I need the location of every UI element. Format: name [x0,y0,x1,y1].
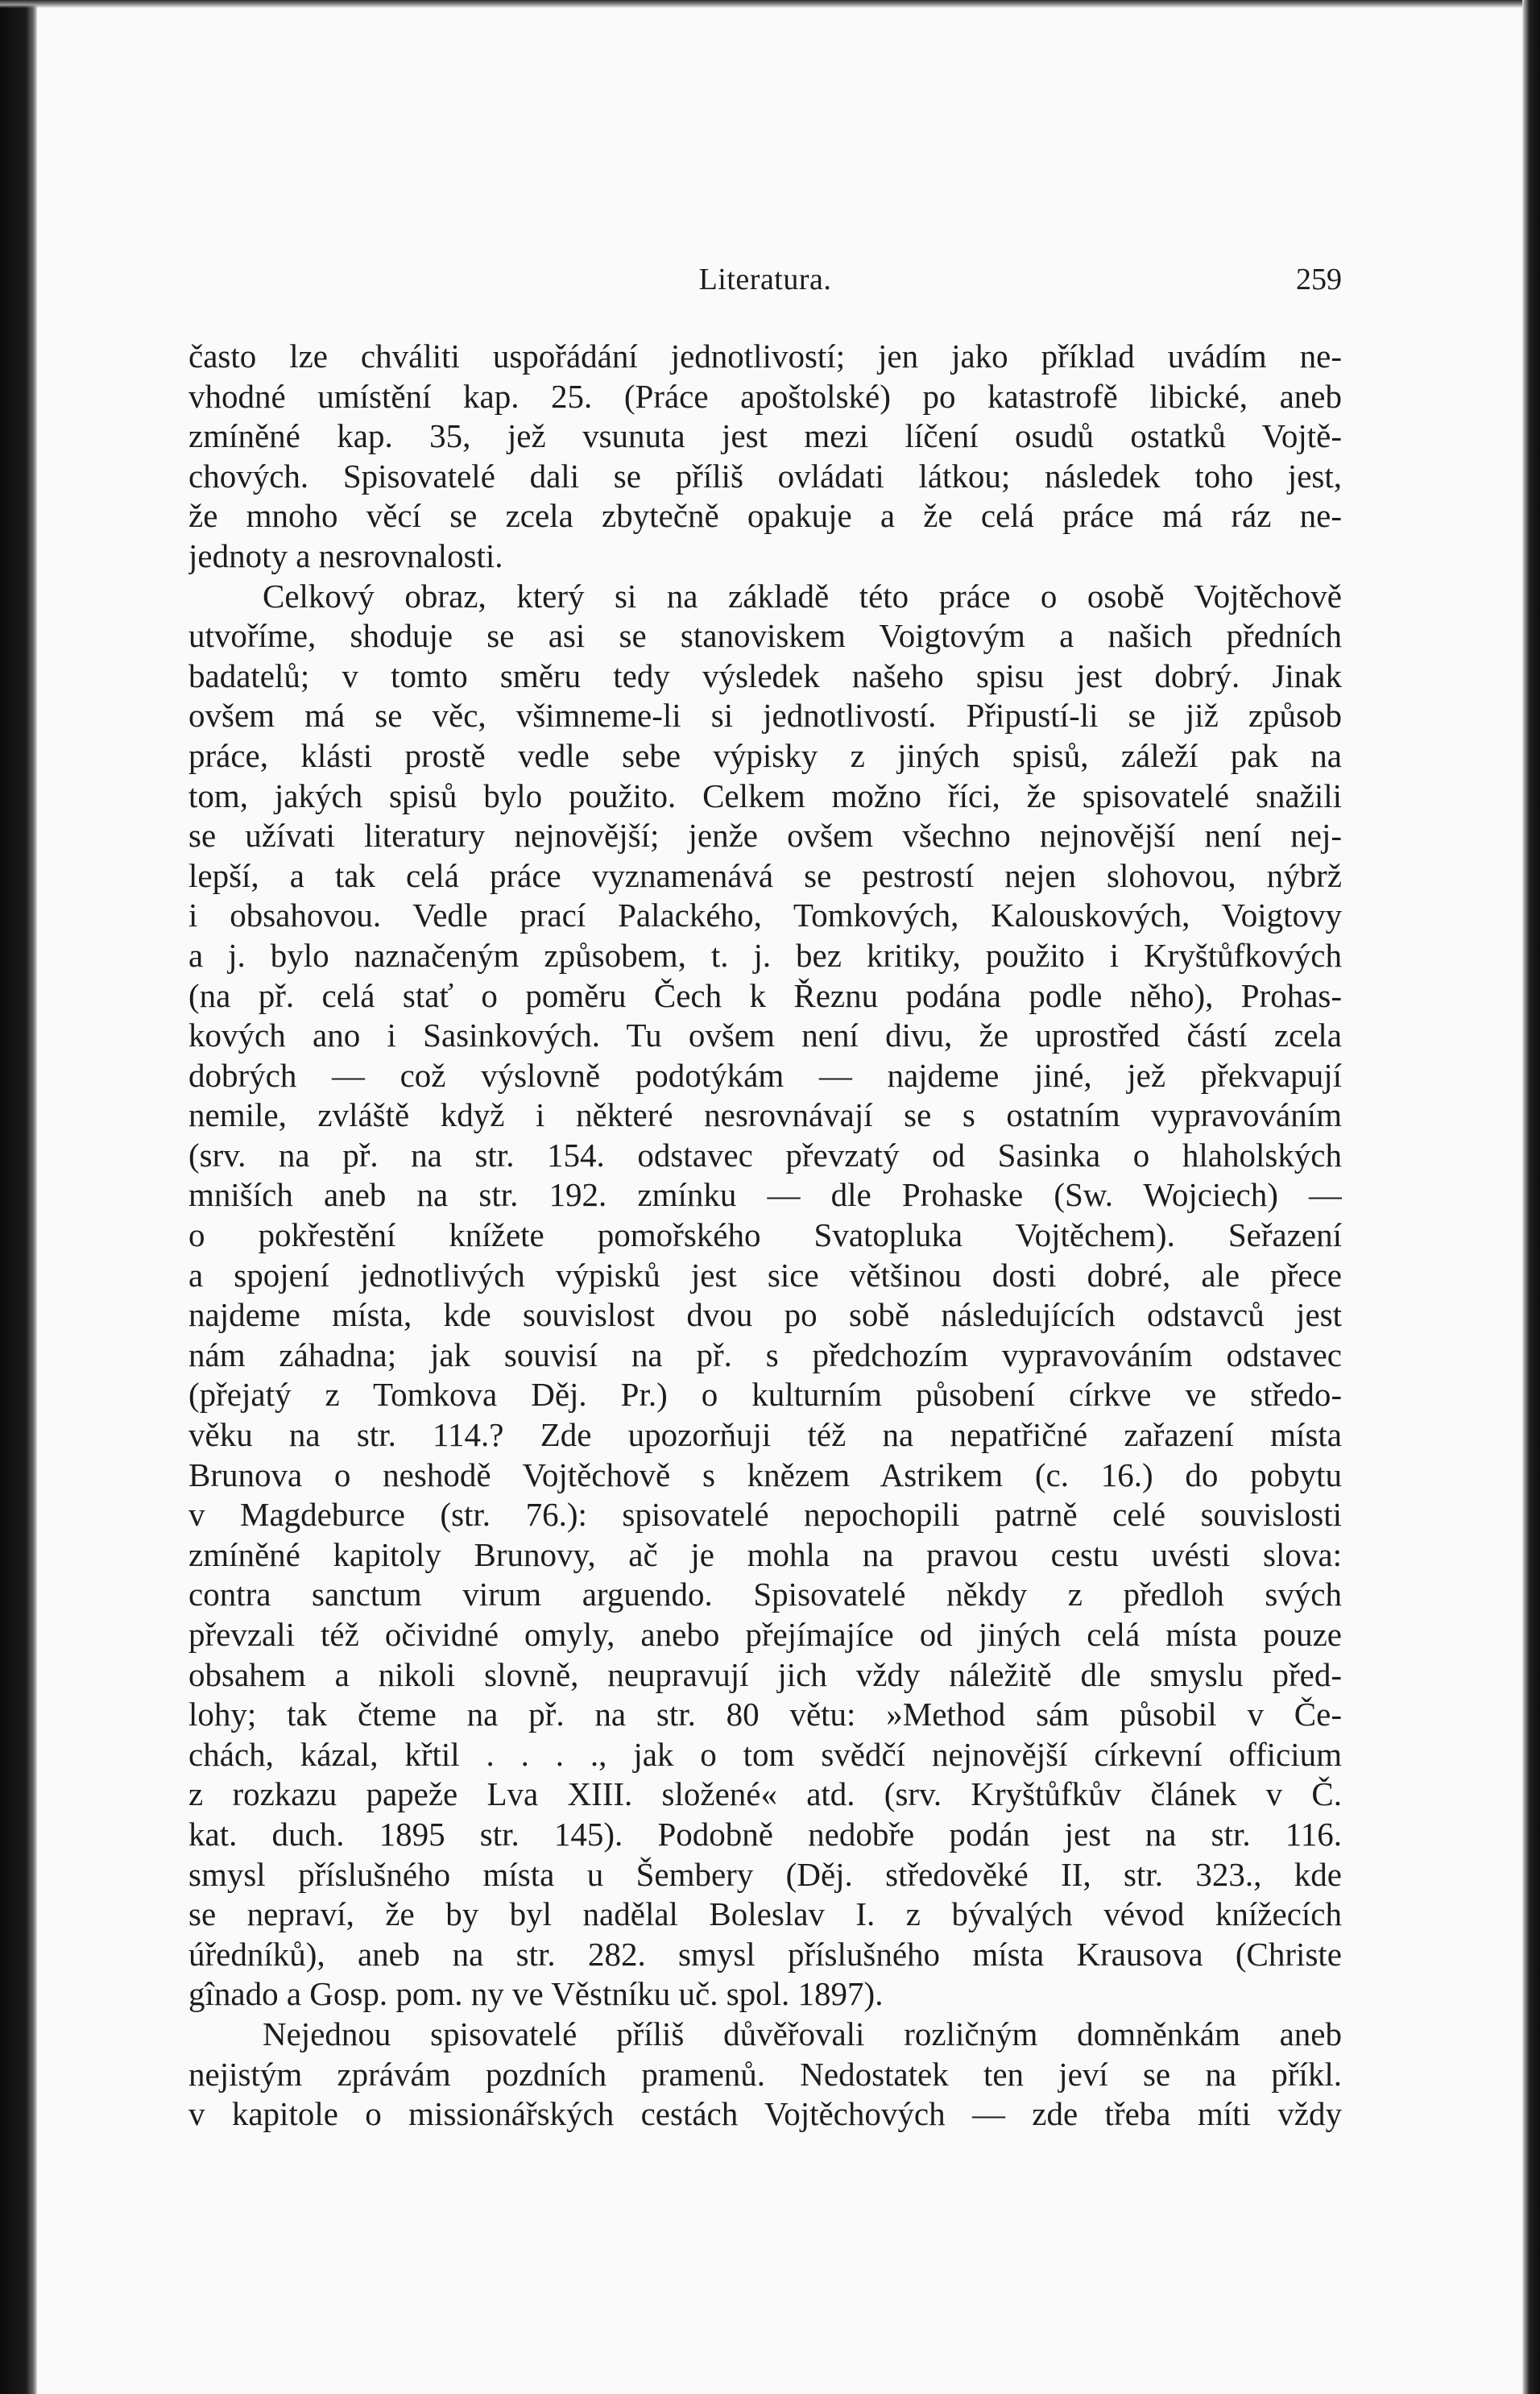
paragraph-3 [188,2015,1342,2135]
text-line: že mnoho věcí se zcela zbytečně opakuje a že celá práce má ráz ne- [188,497,1342,535]
text-line: se nepraví, že by byl nadělal Boleslav I. z bývalých vévod knížecích [188,1895,1342,1933]
text-line: (srv. na př. na str. 154. odstavec převzatý od Sasinka o hlaholských [188,1136,1342,1174]
text-line: v kapitole o missionářských cestách Vojtěchových — zde třeba míti vždy [188,2095,1342,2133]
scan-edge-top [0,0,1540,8]
text-line: smysl příslušného místa u Šembery (Děj. středověké II, str. 323., kde [188,1855,1342,1893]
text-line: chách, kázal, křtil . . . ., jak o tom svědčí nejnovější církevní officium [188,1735,1342,1773]
text-line: dobrých — což výslovně podotýkám — najdeme jiné, jež překvapují [188,1056,1342,1094]
text-line: utvoříme, shoduje se asi se stanoviskem Voigtovým a našich předních [188,617,1342,655]
text-line: o pokřestění knížete pomořského Svatopluka Vojtěchem). Seřazení [188,1216,1342,1254]
text-line: contra sanctum virum arguendo. Spisovatelé někdy z předloh svých [188,1576,1342,1613]
text-line: a spojení jednotlivých výpisků jest sice většinou dosti dobré, ale přece [188,1256,1342,1294]
body-text [188,337,1342,2135]
text-line: úředníků), aneb na str. 282. smysl příslušného místa Krausova (Christe [188,1935,1342,1973]
text-line: tom, jakých spisů bylo použito. Celkem možno říci, že spisovatelé snažili [188,777,1342,814]
text-line: Brunova o neshodě Vojtěchově s knězem Astrikem (c. 16.) do pobytu [188,1456,1342,1493]
page-number: 259 [1296,263,1342,296]
text-line: se užívati literatury nejnovější; jenže ovšem všechno nejnovější není nej- [188,817,1342,855]
text-line: obsahem a nikoli slovně, neupravují jich vždy náležitě dle smyslu před- [188,1655,1342,1693]
scan-edge-left [0,0,37,2394]
text-line: zmíněné kapitoly Brunovy, ač je mohla na pravou cestu uvésti slova: [188,1535,1342,1573]
text-line: gînado a Gosp. pom. ny ve Věstníku uč. spol. 1897). [188,1975,884,2013]
text-line: kat. duch. 1895 str. 145). Podobně nedobře podán jest na str. 116. [188,1815,1342,1853]
text-line: v Magdeburce (str. 76.): spisovatelé nepochopili patrně celé souvislosti [188,1496,1342,1534]
text-line: věku na str. 114.? Zde upozorňuji též na nepatřičné zařazení místa [188,1416,1342,1454]
page-header [188,259,1342,300]
text-line: Nejednou spisovatelé příliš důvěřovali rozličným domněnkám aneb [263,2015,1342,2052]
scan-edge-right [1522,0,1540,2394]
text-line: badatelů; v tomto směru tedy výsledek našeho spisu jest dobrý. Jinak [188,656,1342,694]
text-line: kových ano i Sasinkových. Tu ovšem není divu, že uprostřed částí zcela [188,1017,1342,1054]
text-line: ovšem má se věc, všimneme-li si jednotlivostí. Připustí-li se již způsob [188,697,1342,735]
text-line: a j. bylo naznačeným způsobem, t. j. bez kritiky, použito i Kryštůfkových [188,936,1342,974]
text-line: najdeme místa, kde souvislost dvou po sobě následujících odstavců jest [188,1296,1342,1334]
text-line: Celkový obraz, který si na základě této práce o osobě Vojtěchově [263,577,1342,615]
text-line: práce, klásti prostě vedle sebe výpisky z jiných spisů, záleží pak na [188,736,1342,774]
text-line: mniších aneb na str. 192. zmínku — dle Prohaske (Sw. Wojciech) — [188,1176,1342,1214]
text-line: zmíněné kap. 35, jež vsunuta jest mezi líčení osudů ostatků Vojtě- [188,417,1342,455]
text-line: (přejatý z Tomkova Děj. Pr.) o kulturním působení církve ve středo- [188,1376,1342,1414]
text-line: převzali též očividné omyly, anebo přejímajíce od jiných celá místa pouze [188,1616,1342,1653]
text-line: nejistým zprávám pozdních pramenů. Nedostatek ten jeví se na příkl. [188,2055,1342,2093]
text-line: chových. Spisovatelé dali se příliš ovládati látkou; následek toho jest, [188,457,1342,495]
text-line: nám záhadna; jak souvisí na př. s předchozím vypravováním odstavec [188,1336,1342,1373]
text-line: lohy; tak čteme na př. na str. 80 větu: »Method sám působil v Če- [188,1696,1342,1733]
text-line: z rozkazu papeže Lva XIII. složené« atd. (srv. Kryštůfkův článek v Č. [188,1775,1342,1813]
text-line: (na př. celá stať o poměru Čech k Řeznu podána podle něho), Prohas- [188,976,1342,1014]
text-line: i obsahovou. Vedle prací Palackého, Tomkových, Kalouskových, Voigtovy [188,897,1342,934]
text-line: často lze chváliti uspořádání jednotlivostí; jen jako příklad uvádím ne- [188,338,1342,375]
text-line: nemile, zvláště když i některé nesrovnávají se s ostatním vypravováním [188,1096,1342,1134]
text-line: lepší, a tak celá práce vyznamenává se pestrostí nejen slohovou, nýbrž [188,856,1342,894]
running-head: Literatura. [698,263,832,296]
paragraph-1 [188,337,1342,577]
paragraph-2 [188,577,1342,2015]
text-line: vhodné umístění kap. 25. (Práce apoštolské) po katastrofě libické, aneb [188,377,1342,415]
text-line: jednoty a nesrovnalosti. [188,536,503,574]
